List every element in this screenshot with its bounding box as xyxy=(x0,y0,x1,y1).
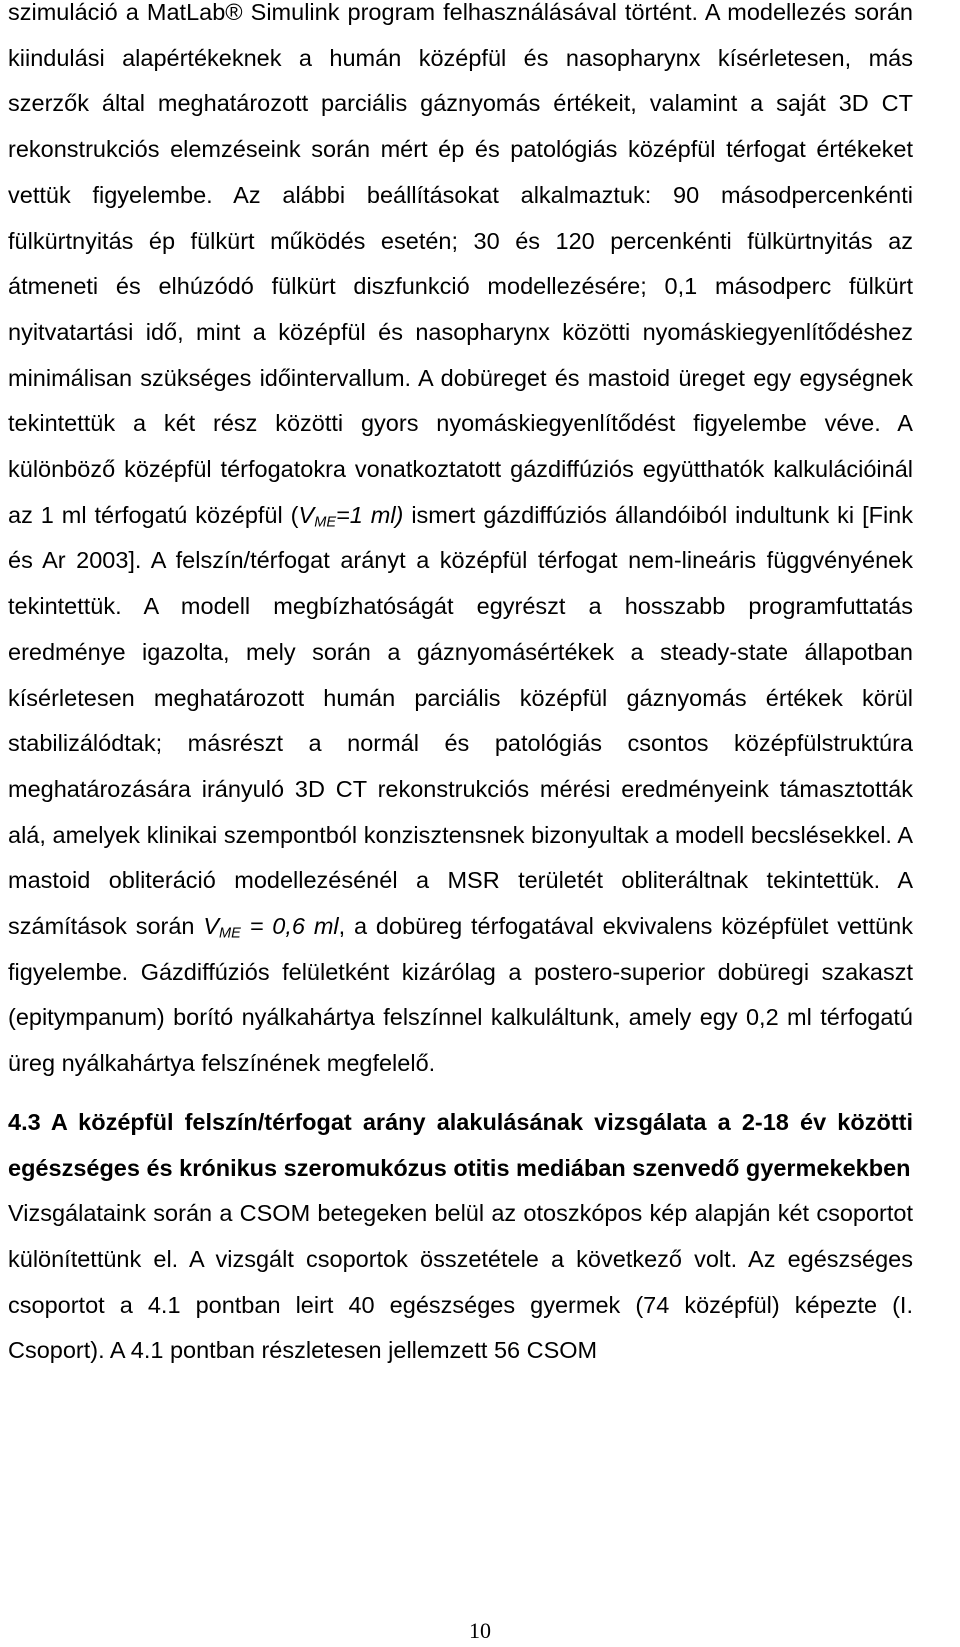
body-paragraph xyxy=(8,0,913,1087)
document-page xyxy=(8,0,913,1374)
volume-equation: =1 ml) xyxy=(336,501,404,528)
page-number: 10 xyxy=(469,1618,491,1643)
me-subscript: ME xyxy=(219,925,241,942)
volume-equation: = 0,6 ml xyxy=(240,913,339,940)
paragraph-text: ismert gázdiffúziós állandóiból indultunk ki [Fink és Ar 2003]. A felszín/térfogat arányt a középfül térfogat nem-lineáris függvényének tekintettük. A modell megbízhatóságát egyrészt a hosszabb programfuttatás eredménye igazolta, mely során a gáznyomásértékek a steady-state állapotban kísérletesen meghatározott humán parciális középfül gáznyomás értékek körül stabilizálódtak; másrészt a normál és patológiás csontos középfülstruktúra meghatározására irányuló 3D CT rekonstrukciós mérési eredményeink támasztották alá, amelyek klinikai szempontból konzisztensnek bizonyultak a modell becslésekkel. A mastoid obliteráció modellezésénél a MSR területét obliteráltnak tekintettük. A számítások során xyxy=(8,501,913,940)
volume-symbol: $V_{ME} = 0,6$ ml xyxy=(203,913,339,942)
section-heading: 4.3 A középfül felszín/térfogat arány alakulásának vizsgálata a 2-18 év közötti egészséges és krónikus szeromukózus otitis mediában szenvedő gyermekekben xyxy=(8,1108,913,1181)
volume-symbol: $V_{ME}=1$ ml) xyxy=(298,501,404,531)
me-subscript: ME xyxy=(314,514,337,531)
paragraph-text: , a dobüreg térfogatával ekvivalens középfület vettünk figyelembe. Gázdiffúziós felületként kizárólag a postero-superior dobüregi szakaszt (epitympanum) borító nyálkahártya felszínnel kalkuláltunk, amely egy 0,2 ml térfogatú üreg nyálkahártya felszínének megfelelő. xyxy=(8,913,913,1077)
body-paragraph: Vizsgálataink során a CSOM betegeken belül az otoszkópos kép alapján két csoportot különítettünk el. A vizsgált csoportok összetétele a következő volt. Az egészséges csoportot a 4.1 pontban leirt 40 egészséges gyermek (74 középfül) képezte (I. Csoport). A 4.1 pontban részletesen jellemzett 56 CSOM xyxy=(8,1200,913,1364)
paragraph-text: szimuláció a MatLab® Simulink program felhasználásával történt. A modellezés során kiindulási alapértékeknek a humán középfül és nasopharynx kísérletesen, más szerzők által meghatározott parciális gáznyomás értékeit, valamint a saját 3D CT rekonstrukciós elemzéseink során mért ép és patológiás középfül térfogat értékeket vettük figyelembe. Az alábbi beállításokat alkalmaztuk: 90 másodpercenkénti fülkürtnyitás ép fülkürt működés esetén; 30 és 120 percenkénti fülkürtnyitás az átmeneti és elhúzódó fülkürt diszfunkció modellezésére; 0,1 másodperc fülkürt nyitvatartási idő, mint a középfül és nasopharynx közötti nyomáskiegyenlítődéshez minimálisan szükséges időintervallum. A dobüreget és mastoid üreget egy egységnek tekintettük a két rész közötti gyors nyomáskiegyenlítődést figyelembe véve. A különböző középfül térfogatokra vonatkoztatott gázdiffúziós együtthatók kalkulációinál az 1 ml térfogatú középfül ( xyxy=(8,0,913,528)
